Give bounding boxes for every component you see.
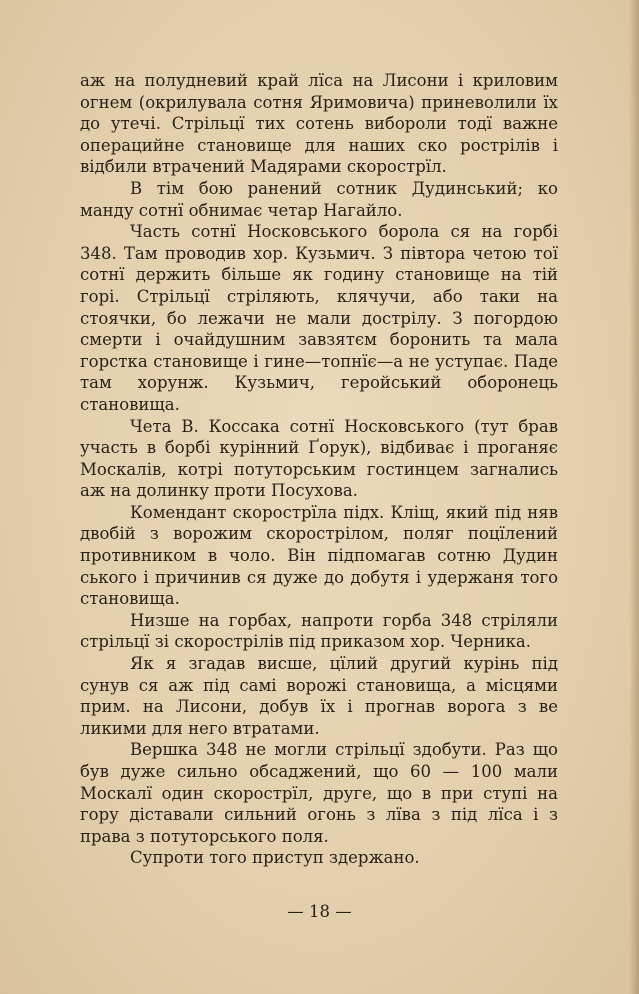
text-line: участь в борбі курінний Ґорук), відбиває і проганяє (80, 438, 558, 458)
text-line: ського і причинив ся дуже до добутя і удержаня (80, 567, 521, 587)
page-body (80, 70, 558, 869)
text-line: ступі на гору діставали сильний огонь з лїва з (80, 783, 558, 825)
text-line: рострілів і відбили втрачений Мадярами скорострїл. (80, 135, 558, 177)
text-line: що був дуже сильно обсаджений, що 60 — 100 (80, 740, 558, 781)
page-edge-shadow (629, 0, 639, 994)
paragraph (80, 739, 558, 847)
text-line: Часть сотнї Носковського борола ся на горбі (130, 222, 558, 242)
text-line: Чета В. Коссака сотнї Носковського (тут брав (130, 416, 558, 436)
text-line: Супроти того приступ здержано. (130, 848, 420, 868)
page-number: — 18 — (287, 902, 352, 921)
text-line: противником в чоло. Він підпомагав сотню Дудин (80, 546, 558, 566)
text-line: Москалів, котрі потуторським гостинцем загнались (80, 459, 558, 479)
text-line: мали Москалї один скорострїл, друге, що в при (80, 762, 558, 803)
text-line: їх до утечі. Стрільцї тих сотень вибороли тодї (80, 92, 558, 134)
text-line: няв двобій з ворожим скорострілом, поляг поцїлений (80, 502, 558, 544)
paragraph (80, 610, 558, 653)
paragraph (80, 70, 558, 178)
text-line: Як я згадав висше, цїлий другий курінь під (130, 654, 558, 674)
paragraph (80, 847, 558, 869)
text-line: огнем (окрилувала сотня Яримовича) приневолили (80, 92, 544, 112)
text-line: того становища. (80, 567, 558, 609)
paragraph (80, 653, 558, 739)
text-line: горстка становище і гине—топнїє—а не уступає. (80, 351, 514, 371)
paragraph (80, 221, 558, 415)
paragraph (80, 502, 558, 610)
text-line: аж на полудневий край лїса на Лисони і криловим (80, 71, 558, 90)
text-line: Паде там хорунж. Кузьмич, геройський оборонець (80, 351, 558, 393)
text-line: В тім бою ранений сотник Дудинський; ко (130, 178, 558, 198)
text-line: Комендант скорострїла підх. Кліщ, який під (130, 502, 522, 522)
paragraph (80, 178, 558, 221)
text-line: 348. Там проводив хор. Кузьмич. З півтора четою (80, 243, 534, 263)
text-line: тій горі. Стрільцї стріляють, клячучи, або таки на (80, 265, 558, 306)
text-line: манду сотнї обнимає четар Нагайло. (80, 200, 403, 220)
text-line: сунув ся аж під самі ворожі становища, а місцями (80, 675, 558, 695)
text-line: прим. на Лисони, добув їх і прогнав ворога з ве (80, 697, 558, 717)
text-line: важне операцийне становище для наших ско (80, 114, 558, 155)
text-line: смерти і очайдушним завзятєм боронить та мала (80, 330, 558, 350)
text-line: Низше на горбах, напроти горба 348 стріляли (130, 610, 558, 630)
text-line: ликими для него втратами. (80, 718, 320, 738)
text-line: тої сотнї держить більше як годину становище на (80, 243, 558, 285)
paragraph (80, 416, 558, 502)
text-line: стоячки, бо лежачи не мали дострілу. З погордою (80, 308, 558, 328)
text-line: становища. (80, 394, 180, 414)
text-line: під лїса і з права з потуторського поля. (80, 805, 558, 846)
text-line: аж на долинку проти Посухова. (80, 481, 358, 501)
text-line: Вершка 348 не могли стрільцї здобути. Раз (130, 740, 533, 760)
text-line: стрільцї зі скорострілів під приказом хор. Черника. (80, 632, 531, 652)
